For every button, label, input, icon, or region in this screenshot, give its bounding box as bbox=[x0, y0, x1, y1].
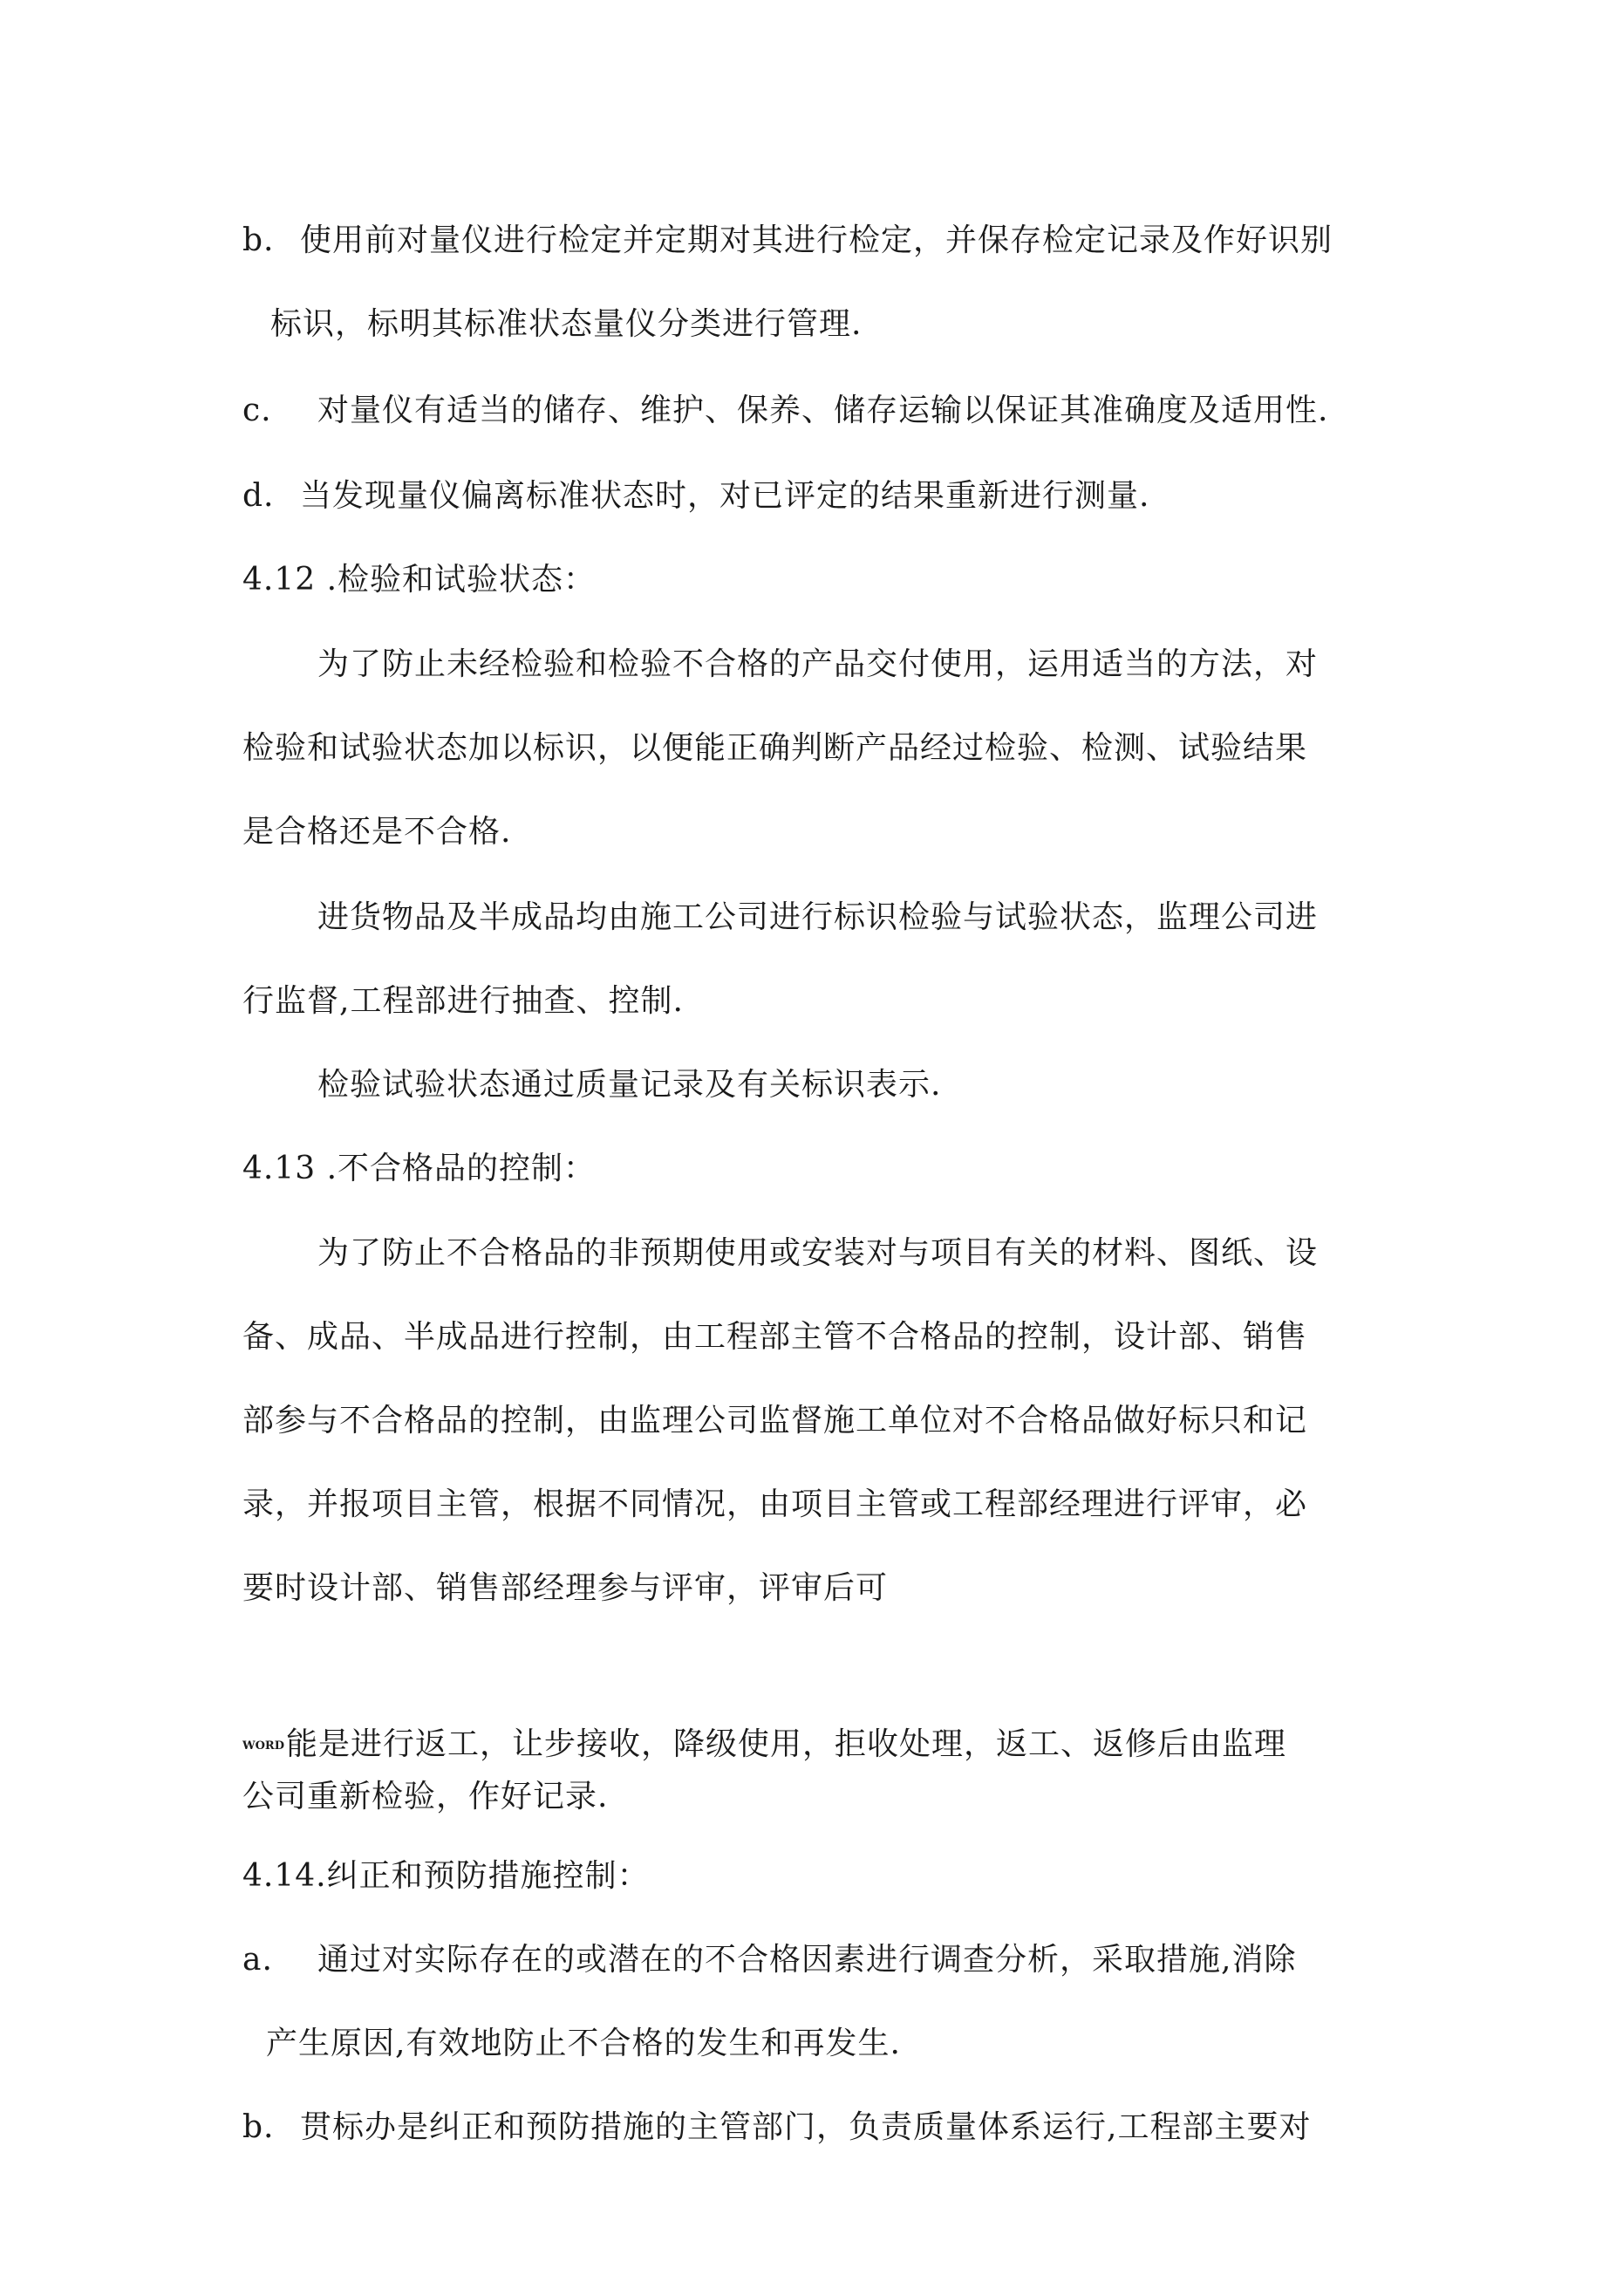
section-heading-text: 4.14.纠正和预防措施控制： bbox=[242, 1858, 650, 1894]
paragraph-text: 检验试验状态通过质量记录及有关标识表示. bbox=[317, 1067, 942, 1103]
paragraph-text: 为了防止不合格品的非预期使用或安装对与项目有关的材料、图纸、设 bbox=[317, 1235, 1319, 1271]
paragraph-text: 检验和试验状态加以标识，以便能正确判断产品经过检验、检测、试验结果 bbox=[242, 730, 1308, 766]
paragraph-text: 产生原因,有效地防止不合格的发生和再发生. bbox=[266, 2026, 901, 2061]
section-heading-4-13 bbox=[242, 1150, 596, 1188]
paragraph-text: 使用前对量仪进行检定并定期对其进行检定，并保存检定记录及作好识别 bbox=[300, 222, 1333, 258]
paragraph-line bbox=[317, 1066, 941, 1104]
paragraph-text: 公司重新检验，作好记录. bbox=[242, 1779, 609, 1814]
paragraph-text: 当发现量仪偏离标准状态时，对已评定的结果重新进行测量. bbox=[300, 478, 1150, 514]
paragraph-line bbox=[242, 729, 1307, 768]
section-heading-text: 4.12 .检验和试验状态： bbox=[242, 562, 597, 598]
list-label-b: b. bbox=[242, 222, 275, 258]
paragraph-line bbox=[242, 1318, 1307, 1356]
paragraph-line bbox=[242, 1402, 1307, 1440]
item-b-line-1 bbox=[242, 222, 1333, 260]
list-label-b: b. bbox=[242, 2109, 275, 2145]
paragraph-line bbox=[242, 1778, 608, 1816]
list-label-c: c. bbox=[242, 393, 272, 428]
paragraph-text: 能是进行返工，让步接收，降级使用，拒收处理，返工、返修后由监理 bbox=[286, 1726, 1287, 1762]
paragraph-text: 对量仪有适当的储存、维护、保养、储存运输以保证其准确度及适用性. bbox=[317, 393, 1329, 428]
paragraph-line bbox=[317, 899, 1318, 937]
paragraph-text: 录，并报项目主管，根据不同情况，由项目主管或工程部经理进行评审，必 bbox=[242, 1486, 1308, 1522]
paragraph-line bbox=[242, 1725, 1286, 1766]
paragraph-line bbox=[242, 1569, 888, 1608]
item-d-line bbox=[242, 477, 1149, 516]
paragraph-text: 部参与不合格品的控制，由监理公司监督施工单位对不合格品做好标只和记 bbox=[242, 1403, 1308, 1438]
paragraph-line bbox=[242, 813, 511, 851]
paragraph-text: 为了防止未经检验和检验不合格的产品交付使用，运用适当的方法，对 bbox=[317, 646, 1319, 682]
paragraph-line bbox=[242, 982, 684, 1021]
paragraph-text: 通过对实际存在的或潜在的不合格因素进行调查分析，采取措施,消除 bbox=[317, 1942, 1297, 1978]
paragraph-line bbox=[317, 1234, 1318, 1273]
word-mark: WORD bbox=[242, 1739, 285, 1753]
paragraph-line bbox=[317, 646, 1318, 684]
item-a-line-1 bbox=[242, 1941, 1296, 1979]
section-heading-4-12 bbox=[242, 561, 596, 599]
paragraph-text: 要时设计部、销售部经理参与评审，评审后可 bbox=[242, 1570, 889, 1606]
item-a-line-2 bbox=[266, 2025, 901, 2063]
item-b-line-2 bbox=[270, 305, 862, 344]
paragraph-text: 标识，标明其标准状态量仪分类进行管理. bbox=[270, 306, 863, 342]
paragraph-text: 行监督,工程部进行抽查、控制. bbox=[242, 983, 684, 1019]
item-b2-line-1 bbox=[242, 2108, 1311, 2147]
paragraph-line bbox=[242, 1486, 1307, 1524]
list-label-d: d. bbox=[242, 478, 275, 514]
item-c-line bbox=[242, 392, 1328, 430]
paragraph-text: 进货物品及半成品均由施工公司进行标识检验与试验状态，监理公司进 bbox=[317, 899, 1319, 935]
list-label-a: a. bbox=[242, 1942, 273, 1978]
section-heading-4-14 bbox=[242, 1857, 650, 1896]
section-heading-text: 4.13 .不合格品的控制： bbox=[242, 1151, 597, 1186]
paragraph-text: 备、成品、半成品进行控制，由工程部主管不合格品的控制，设计部、销售 bbox=[242, 1319, 1308, 1355]
paragraph-text: 是合格还是不合格. bbox=[242, 814, 512, 850]
paragraph-text: 贯标办是纠正和预防措施的主管部门，负责质量体系运行,工程部主要对 bbox=[300, 2109, 1312, 2145]
